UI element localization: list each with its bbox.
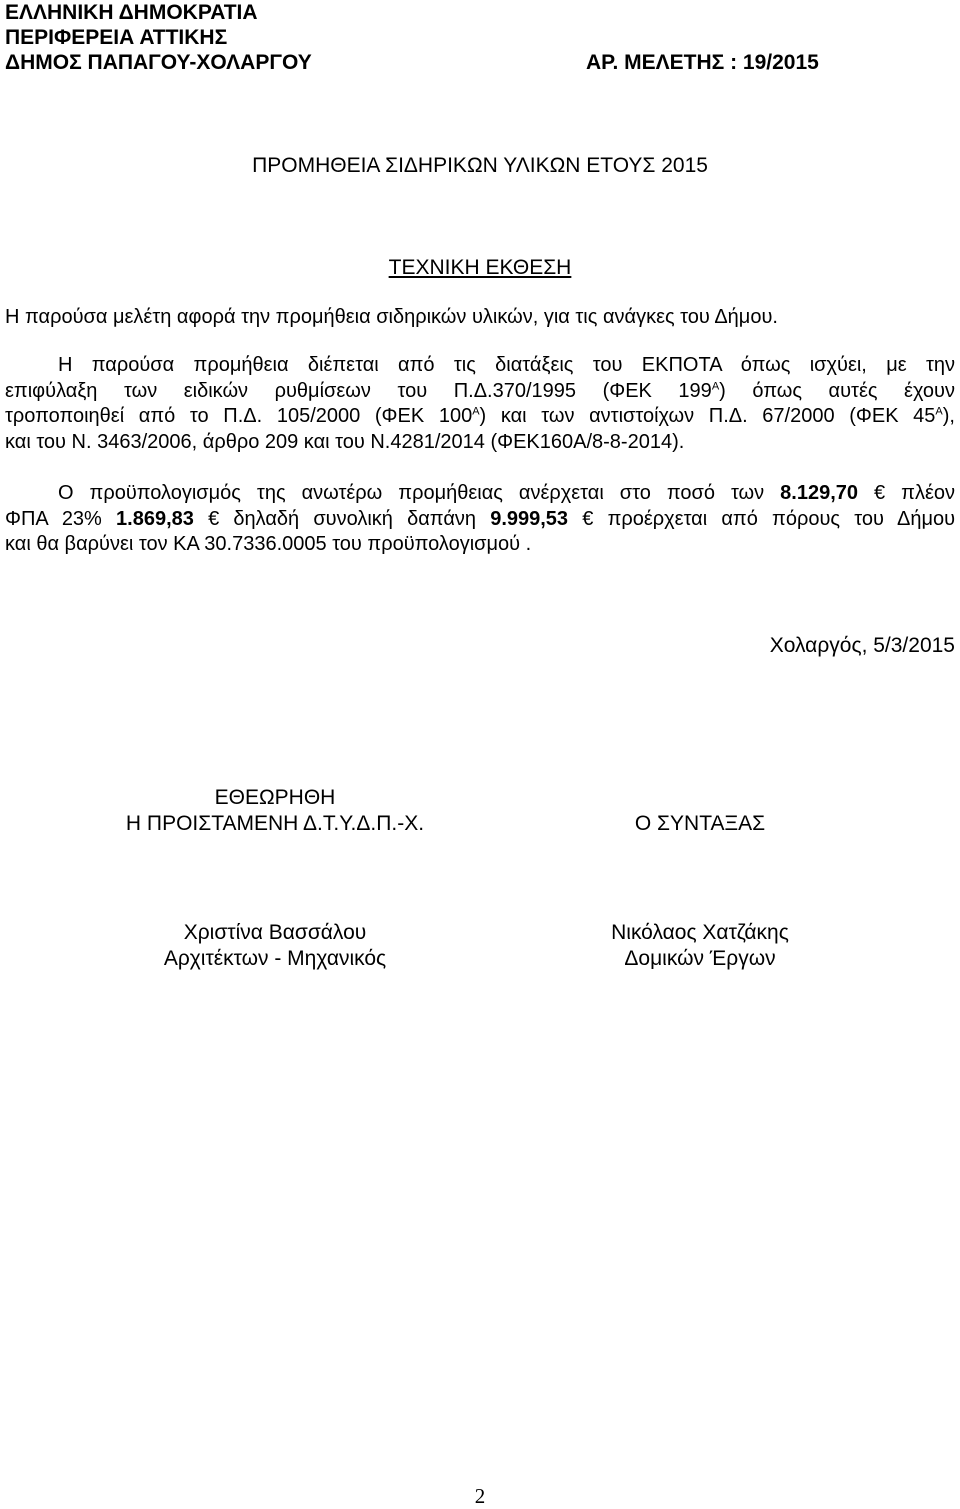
header-line-2: ΠΕΡΙΦΕΡΕΙΑ ΑΤΤΙΚΗΣ [5,26,228,49]
sign-right-role: Ο ΣΥΝΤΑΞΑΣ [634,812,766,835]
sign-left-role-1: ΕΘΕΩΡΗΘΗ [214,786,336,809]
euro-icon: € [208,507,220,530]
amount-vat: 1.869,83 [116,507,194,530]
header-line-1: ΕΛΛΗΝΙΚΗ ΔΗΜΟΚΡΑΤΙΑ [5,1,258,24]
paragraph-1: Η παρούσα μελέτη αφορά την προμήθεια σιδηρικών υλικών, για τις ανάγκες του Δήμου. [5,306,778,328]
paragraph-3-budget [5,481,955,558]
amount-net: 8.129,70 [780,482,859,504]
euro-icon: € [582,507,594,530]
header-line-3: ΔΗΜΟΣ ΠΑΠΑΓΟΥ-ΧΟΛΑΡΓΟΥ [5,51,312,74]
study-number: ΑΡ. ΜΕΛΕΤΗΣ : 19/2015 [586,51,819,74]
project-title: ΠΡΟΜΗΘΕΙΑ ΣΙΔΗΡΙΚΩΝ ΥΛΙΚΩΝ ΕΤΟΥΣ 2015 [252,154,708,177]
report-title: ΤΕΧΝΙΚΗ ΕΚΘΕΣΗ [388,256,572,279]
paragraph-3-line-2: ΦΠΑ 23% 1.869,83 € δηλαδή συνολική δαπάνη 9.999,53 € προέρχεται από πόρους του Δήμου [5,507,956,530]
sign-right-title: Δομικών Έργων [624,947,776,970]
paragraph-2 [5,353,955,455]
paragraph-2-line-1: Η παρούσα προμήθεια διέπεται από τις διατάξεις του ΕΚΠΟΤΑ όπως ισχύει, με την [58,354,955,376]
sign-right-name: Νικόλαος Χατζάκης [611,921,789,944]
paragraph-2-line-2: επιφύλαξη των ειδικών ρυθμίσεων του Π.Δ.370/1995 (ΦΕΚ $199^A$) όπως αυτές έχουν [5,379,955,402]
paragraph-2-line-3: τροποποιηθεί από το Π.Δ. 105/2000 (ΦΕΚ $100^A$) και των αντιστοίχων Π.Δ. 67/2000 (ΦΕΚ $45^A$), [5,405,955,427]
paragraph-3-line-3: και θα βαρύνει τον ΚΑ 30.7336.0005 του προϋπολογισμού . [5,533,532,555]
amount-total: 9.999,53 [490,507,569,530]
sign-left-title: Αρχιτέκτων - Μηχανικός [163,947,387,970]
sign-left-role-2: Η ΠΡΟΙΣΤΑΜΕΝΗ Δ.Τ.Υ.Δ.Π.-Χ. [125,812,425,835]
sign-left-name: Χριστίνα Βασσάλου [183,921,367,944]
date-place: Χολαργός, 5/3/2015 [769,634,955,657]
paragraph-3-line-1: Ο προϋπολογισμός της ανωτέρω προμήθειας ανέρχεται στο ποσό των 8.129,70 € πλέον [58,482,955,504]
page-number: 2 [474,1484,486,1508]
euro-icon: € [874,482,886,504]
paragraph-2-line-4: και του Ν. 3463/2006, άρθρο 209 και του Ν.4281/2014 (ΦΕΚ160Α/8-8-2014). [5,430,685,453]
